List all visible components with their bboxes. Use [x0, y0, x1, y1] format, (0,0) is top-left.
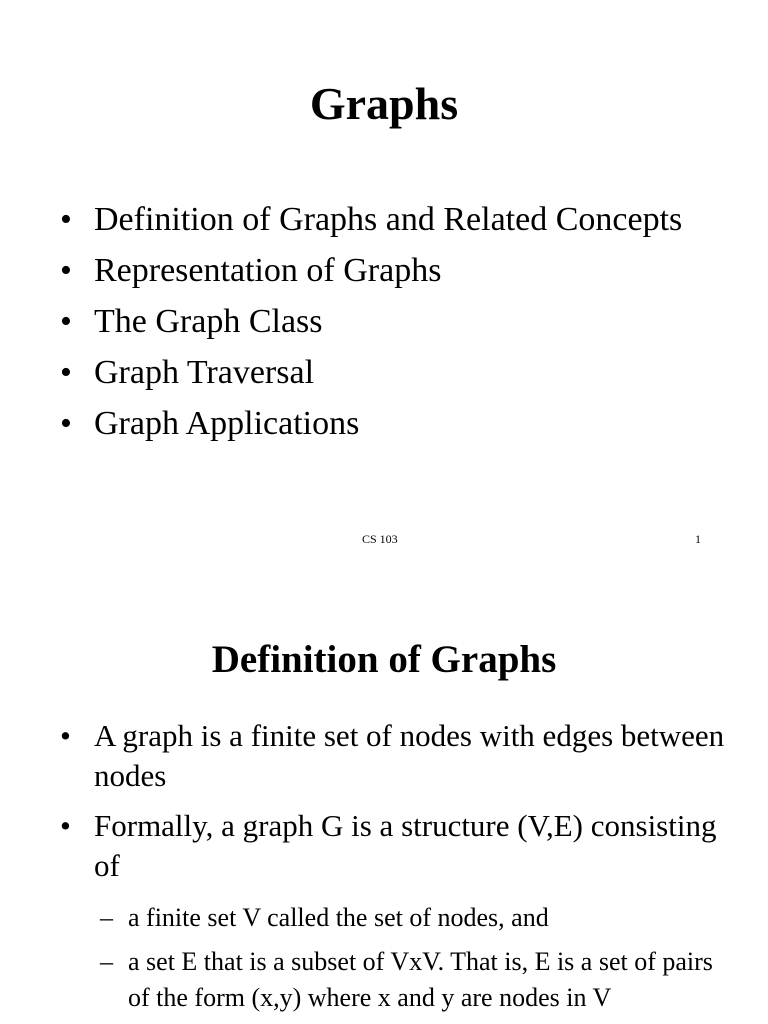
- slide-1-bullet-list: [60, 198, 740, 453]
- sub-bullet-item: [100, 944, 730, 1016]
- bullet-icon: •: [60, 303, 72, 340]
- slide-2-title: Definition of Graphs: [211, 638, 557, 681]
- sub-bullet-item: [100, 900, 730, 936]
- bullet-item: [60, 806, 740, 886]
- bullet-text: A graph is a finite set of nodes with edges between nodes: [94, 718, 725, 793]
- bullet-text: Graph Applications: [94, 405, 360, 442]
- bullet-icon: •: [60, 201, 72, 238]
- bullet-text: Formally, a graph G is a structure (V,E) consisting of: [94, 808, 717, 883]
- slide-2-sub-bullet-list: [100, 900, 730, 1024]
- bullet-icon: •: [60, 252, 72, 289]
- bullet-item: [60, 249, 740, 293]
- bullet-icon: •: [60, 354, 72, 391]
- slide-footer-course: CS 103: [362, 532, 398, 546]
- bullet-item: [60, 198, 740, 242]
- dash-icon: –: [100, 947, 113, 976]
- bullet-icon: •: [60, 808, 71, 843]
- bullet-icon: •: [60, 405, 72, 442]
- sub-bullet-text: a set E that is a subset of VxV. That is, E is a set of pairs of the form (x,y) where x and y are nodes in V: [128, 947, 713, 1012]
- bullet-item: [60, 300, 740, 344]
- slide-page-number: 1: [695, 532, 701, 546]
- dash-icon: –: [100, 903, 113, 932]
- bullet-item: [60, 402, 740, 446]
- slide-1-title: Graphs: [309, 78, 459, 129]
- bullet-icon: •: [60, 718, 71, 753]
- sub-bullet-text: a finite set V called the set of nodes, and: [128, 903, 549, 932]
- slide-2-bullet-list: [60, 716, 740, 896]
- bullet-item: [60, 351, 740, 395]
- bullet-text: Representation of Graphs: [94, 252, 442, 289]
- bullet-text: Graph Traversal: [94, 354, 315, 391]
- slide-2: [0, 576, 768, 1024]
- bullet-text: Definition of Graphs and Related Concepts: [94, 201, 683, 238]
- bullet-item: [60, 716, 740, 796]
- bullet-text: The Graph Class: [94, 303, 323, 340]
